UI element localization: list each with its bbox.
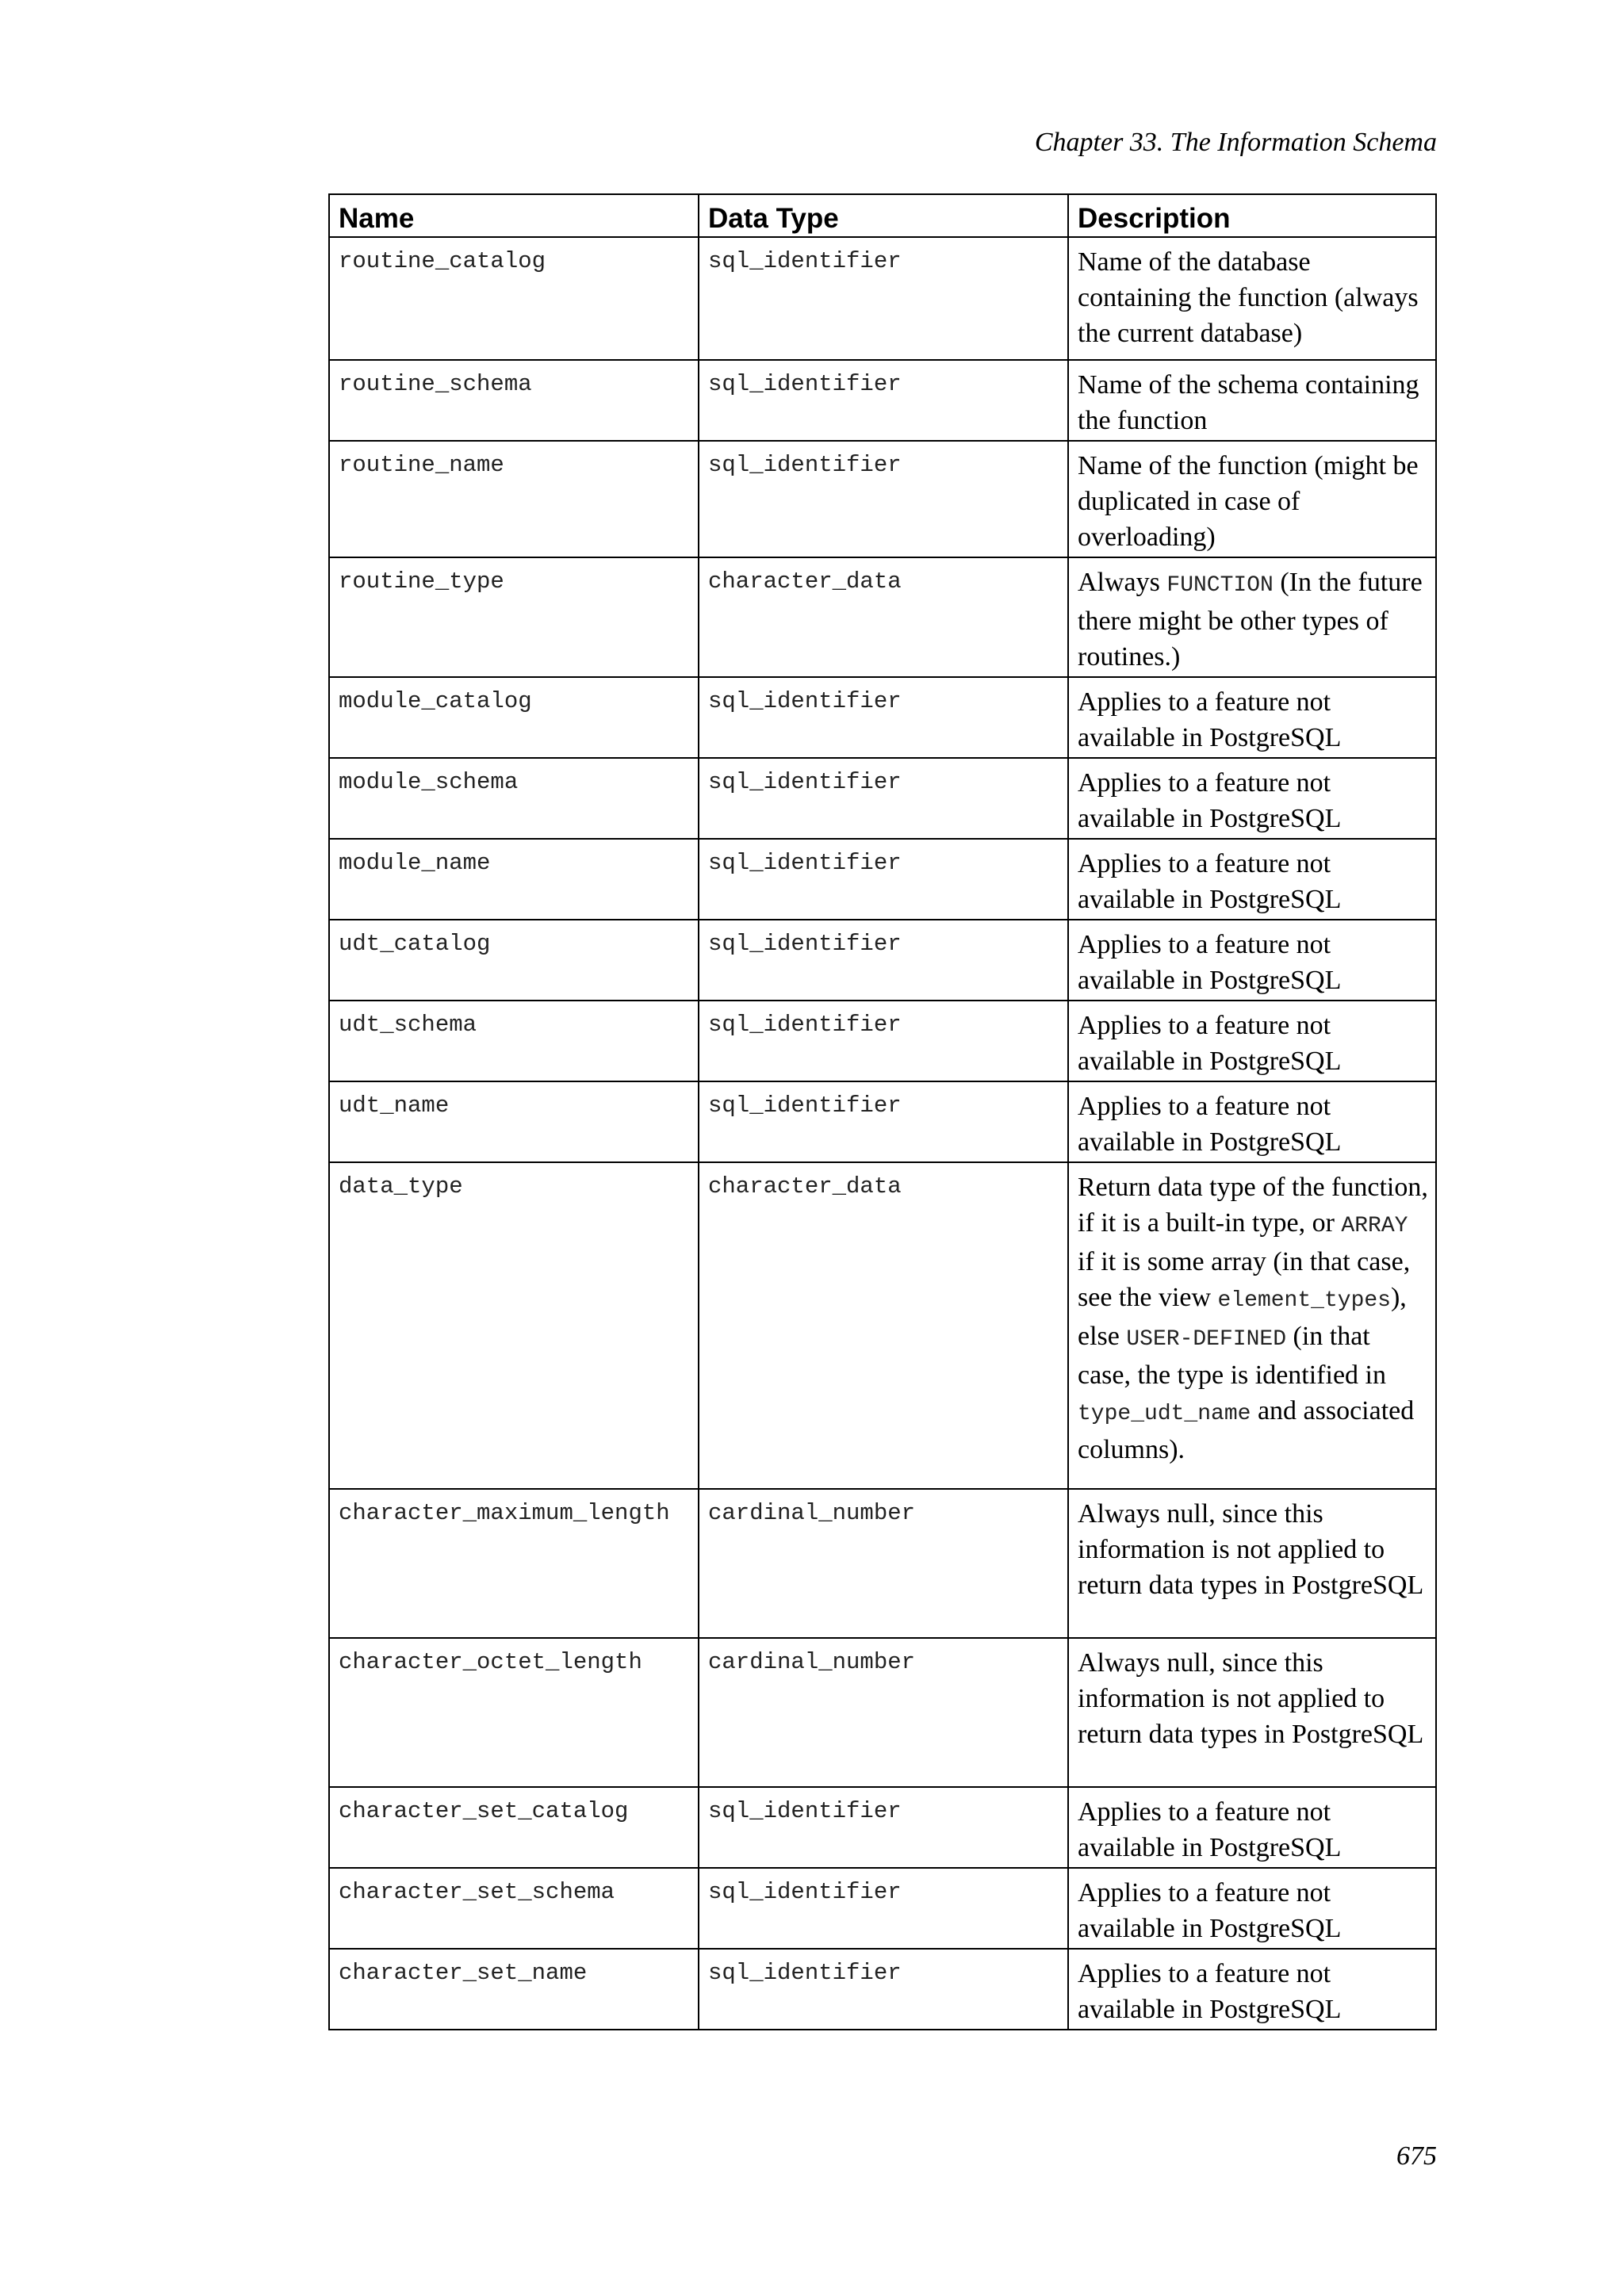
cell-description: Applies to a feature not available in PostgreSQL: [1068, 839, 1436, 920]
table-row: [329, 237, 1436, 360]
cell-description: Applies to a feature not available in PostgreSQL: [1068, 1001, 1436, 1081]
cell-description: Always null, since this information is not applied to return data types in PostgreSQL: [1068, 1638, 1436, 1787]
cell-description: Applies to a feature not available in PostgreSQL: [1068, 1949, 1436, 2030]
desc-text: (In the future there might be other types of routines.): [1078, 568, 1423, 672]
desc-text: ), else: [1078, 1283, 1407, 1351]
cell-name: character_set_name: [329, 1949, 699, 2030]
cell-description: Applies to a feature not available in PostgreSQL: [1068, 920, 1436, 1001]
code-literal-element-types: element_types: [1217, 1288, 1391, 1313]
cell-data-type: sql_identifier: [699, 360, 1068, 441]
cell-name: routine_type: [329, 557, 699, 677]
table-row: [329, 1787, 1436, 1868]
cell-data-type: sql_identifier: [699, 1949, 1068, 2030]
cell-name: module_catalog: [329, 677, 699, 758]
cell-data-type: sql_identifier: [699, 441, 1068, 557]
table-row: [329, 441, 1436, 557]
table-row: [329, 1162, 1436, 1489]
column-header-name: Name: [329, 194, 699, 237]
table-row: [329, 920, 1436, 1001]
table-row: [329, 1489, 1436, 1638]
cell-description: Applies to a feature not available in PostgreSQL: [1068, 1787, 1436, 1868]
cell-name: module_schema: [329, 758, 699, 839]
header-row: [329, 194, 1436, 237]
desc-text: Return data type of the function, if it is a built-in type, or: [1078, 1173, 1428, 1238]
cell-description: Applies to a feature not available in PostgreSQL: [1068, 1081, 1436, 1162]
cell-data-type: character_data: [699, 557, 1068, 677]
cell-data-type: sql_identifier: [699, 1868, 1068, 1949]
cell-name: character_set_schema: [329, 1868, 699, 1949]
cell-name: udt_name: [329, 1081, 699, 1162]
desc-text: Always: [1078, 568, 1167, 597]
page-number: 675: [1396, 2141, 1437, 2171]
cell-data-type: cardinal_number: [699, 1638, 1068, 1787]
table-row: [329, 677, 1436, 758]
code-literal-user-defined: USER-DEFINED: [1126, 1327, 1286, 1352]
cell-description: Applies to a feature not available in PostgreSQL: [1068, 677, 1436, 758]
cell-name: routine_schema: [329, 360, 699, 441]
cell-name: character_set_catalog: [329, 1787, 699, 1868]
table-body: [329, 237, 1436, 2030]
cell-name: udt_schema: [329, 1001, 699, 1081]
table-row: [329, 1081, 1436, 1162]
cell-data-type: sql_identifier: [699, 1001, 1068, 1081]
running-header: Chapter 33. The Information Schema: [1034, 128, 1437, 157]
cell-description: [1068, 1162, 1436, 1489]
cell-data-type: sql_identifier: [699, 1081, 1068, 1162]
table-row: [329, 1638, 1436, 1787]
cell-description: Name of the schema containing the function: [1068, 360, 1436, 441]
desc-text: if it is some array (in that case, see the view: [1078, 1247, 1411, 1312]
cell-data-type: sql_identifier: [699, 1787, 1068, 1868]
cell-data-type: cardinal_number: [699, 1489, 1068, 1638]
cell-data-type: sql_identifier: [699, 237, 1068, 360]
cell-description: Applies to a feature not available in PostgreSQL: [1068, 1868, 1436, 1949]
table-row: [329, 557, 1436, 677]
table-header: [329, 194, 1436, 237]
cell-name: character_maximum_length: [329, 1489, 699, 1638]
cell-name: data_type: [329, 1162, 699, 1489]
code-literal-type-udt-name: type_udt_name: [1078, 1402, 1251, 1426]
cell-data-type: sql_identifier: [699, 758, 1068, 839]
column-header-description: Description: [1068, 194, 1436, 237]
table-row: [329, 1001, 1436, 1081]
cell-description: [1068, 557, 1436, 677]
column-header-data-type: Data Type: [699, 194, 1068, 237]
table-row: [329, 1868, 1436, 1949]
cell-name: routine_name: [329, 441, 699, 557]
table-row: [329, 758, 1436, 839]
cell-data-type: sql_identifier: [699, 677, 1068, 758]
cell-data-type: character_data: [699, 1162, 1068, 1489]
desc-text: (in that case, the type is identified in: [1078, 1322, 1386, 1390]
cell-description: Name of the function (might be duplicated in case of overloading): [1068, 441, 1436, 557]
desc-text: and associated columns).: [1078, 1396, 1415, 1464]
cell-data-type: sql_identifier: [699, 920, 1068, 1001]
table-row: [329, 1949, 1436, 2030]
cell-name: udt_catalog: [329, 920, 699, 1001]
table-row: [329, 360, 1436, 441]
cell-description: Applies to a feature not available in PostgreSQL: [1068, 758, 1436, 839]
columns-table: [328, 193, 1437, 2030]
cell-name: character_octet_length: [329, 1638, 699, 1787]
code-literal-function: FUNCTION: [1166, 573, 1274, 598]
cell-data-type: sql_identifier: [699, 839, 1068, 920]
cell-name: routine_catalog: [329, 237, 699, 360]
cell-name: module_name: [329, 839, 699, 920]
code-literal-array: ARRAY: [1341, 1214, 1408, 1238]
table-row: [329, 839, 1436, 920]
cell-description: Always null, since this information is not applied to return data types in PostgreSQL: [1068, 1489, 1436, 1638]
cell-description: Name of the database containing the function (always the current database): [1068, 237, 1436, 360]
